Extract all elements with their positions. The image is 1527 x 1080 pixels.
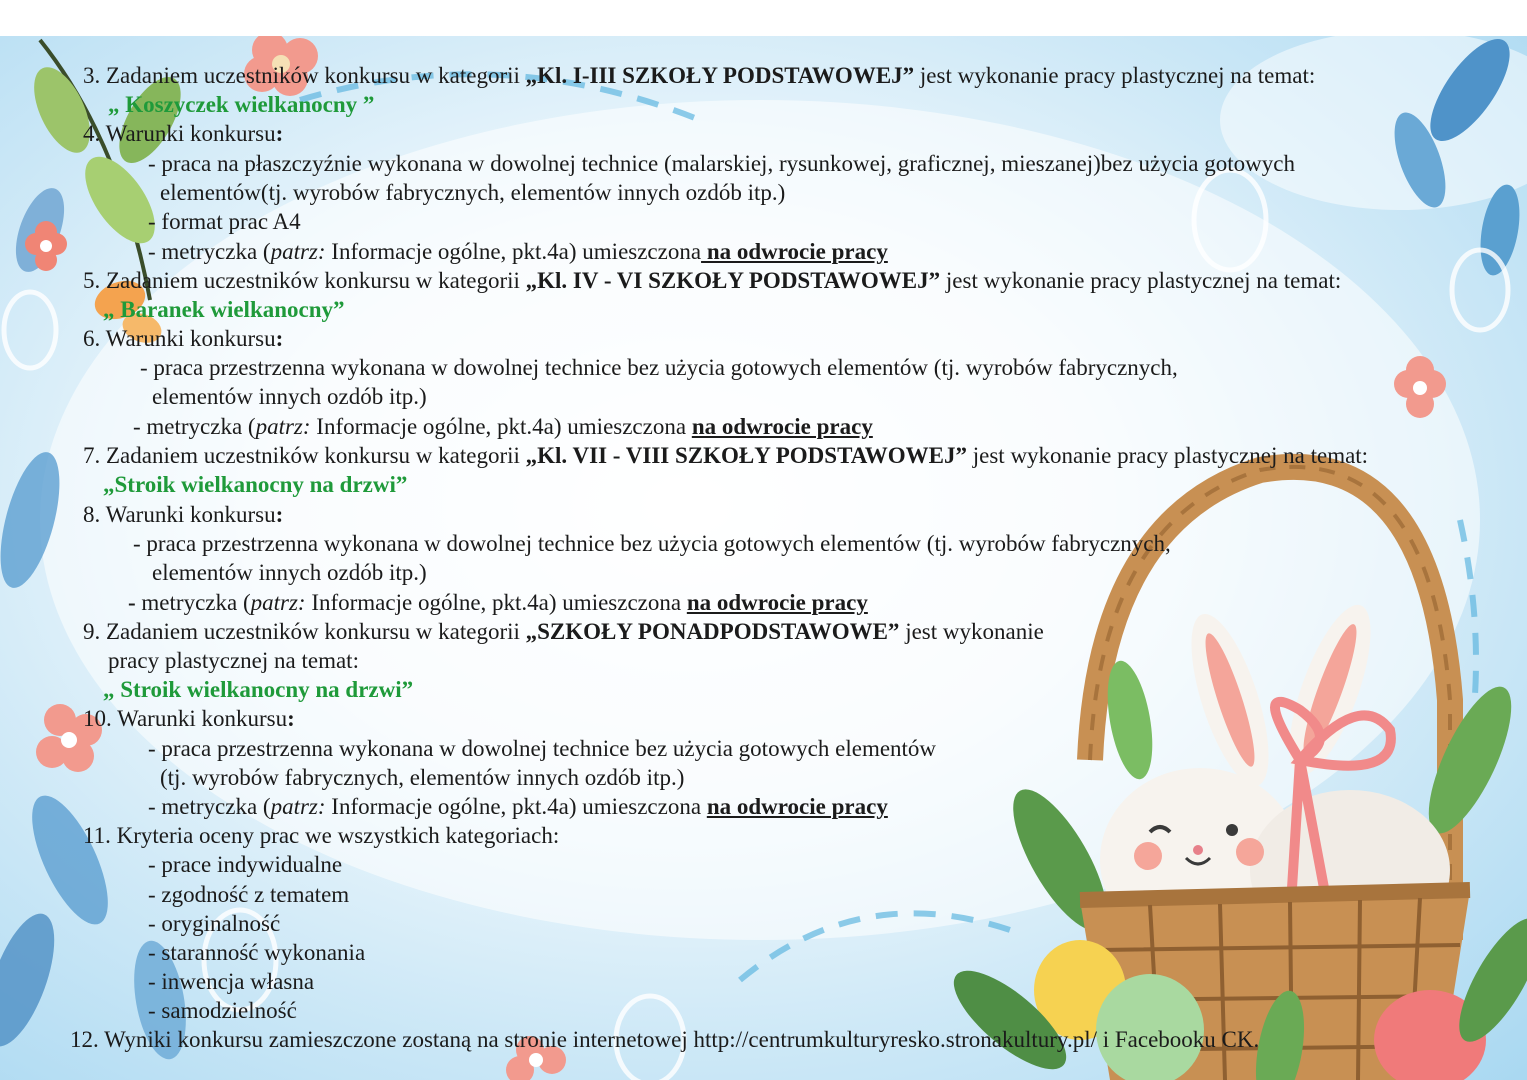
section-6-bullet: - praca przestrzenna wykonana w dowolnej technice bez użycia gotowych elementów (tj. wyrobów fabrycznych, — [140, 355, 1178, 380]
section-8-bullet: - praca przestrzenna wykonana w dowolnej technice bez użycia gotowych elementów (tj. wyrobów fabrycznych, — [133, 531, 1171, 556]
section-10-title: 10. Warunki konkursu: — [83, 706, 295, 731]
section-7-topic: „Stroik wielkanocny na drzwi” — [103, 472, 408, 497]
section-6-title: 6. Warunki konkursu: — [83, 326, 284, 351]
section-9-line-2: pracy plastycznej na temat: — [108, 648, 359, 673]
section-9-topic: „ Stroik wielkanocny na drzwi” — [103, 677, 414, 702]
section-4-metryczka: - metryczka (patrz: Informacje ogólne, pkt.4a) umieszczona na odwrocie pracy — [148, 239, 888, 264]
section-4-format: - format prac A4 — [148, 209, 301, 234]
section-8-title: 8. Warunki konkursu: — [83, 502, 284, 527]
criteria-item: - zgodność z tematem — [148, 882, 350, 907]
section-9-line: 9. Zadaniem uczestników konkursu w kategorii „SZKOŁY PONADPODSTAWOWE” jest wykonanie — [83, 619, 1044, 644]
section-8-metryczka: - metryczka (patrz: Informacje ogólne, pkt.4a) umieszczona na odwrocie pracy — [128, 590, 868, 615]
section-10-bullet-cont: (tj. wyrobów fabrycznych, elementów innych ozdób itp.) — [160, 765, 685, 790]
section-4-title: 4. Warunki konkursu: — [83, 121, 284, 146]
criteria-item: - prace indywidualne — [148, 852, 343, 877]
section-6-bullet-cont: elementów innych ozdób itp.) — [152, 384, 427, 409]
section-3-topic: „ Koszyczek wielkanocny ” — [108, 92, 375, 117]
section-5-line: 5. Zadaniem uczestników konkursu w kategorii „Kl. IV - VI SZKOŁY PODSTAWOWEJ” jest wykonanie pracy plastycznej na temat: — [83, 268, 1342, 293]
section-8-bullet-cont: elementów innych ozdób itp.) — [152, 560, 427, 585]
section-6-metryczka: - metryczka (patrz: Informacje ogólne, pkt.4a) umieszczona na odwrocie pracy — [133, 414, 873, 439]
section-4-bullet-cont: elementów(tj. wyrobów fabrycznych, elementów innych ozdób itp.) — [160, 180, 786, 205]
section-10-bullet: - praca przestrzenna wykonana w dowolnej technice bez użycia gotowych elementów — [148, 736, 937, 761]
section-11-title: 11. Kryteria oceny prac we wszystkich kategoriach: — [83, 823, 560, 848]
criteria-item: - inwencja własna — [148, 969, 315, 994]
section-5-topic: „ Baranek wielkanocny” — [103, 297, 345, 322]
section-10-metryczka: - metryczka (patrz: Informacje ogólne, pkt.4a) umieszczona na odwrocie pracy — [148, 794, 888, 819]
criteria-item: - staranność wykonania — [148, 940, 366, 965]
section-7-line: 7. Zadaniem uczestników konkursu w kategorii „Kl. VII - VIII SZKOŁY PODSTAWOWEJ” jest wykonanie pracy plastycznej na temat: — [83, 443, 1369, 468]
section-3-line: 3. Zadaniem uczestników konkursu w kategorii „Kl. I-III SZKOŁY PODSTAWOWEJ” jest wykonanie pracy plastycznej na temat: — [83, 63, 1316, 88]
criteria-item: - samodzielność — [148, 998, 297, 1023]
criteria-item: - oryginalność — [148, 911, 281, 936]
section-12-results: 12. Wyniki konkursu zamieszczone zostaną na stronie internetowej http://centrumkulturyresko.stronakultury.pl/ i Facebooku CK. — [70, 1027, 1260, 1052]
section-4-bullet: - praca na płaszczyźnie wykonana w dowolnej technice (malarskiej, rysunkowej, graficznej, mieszanej)bez użycia gotowych — [148, 151, 1295, 176]
